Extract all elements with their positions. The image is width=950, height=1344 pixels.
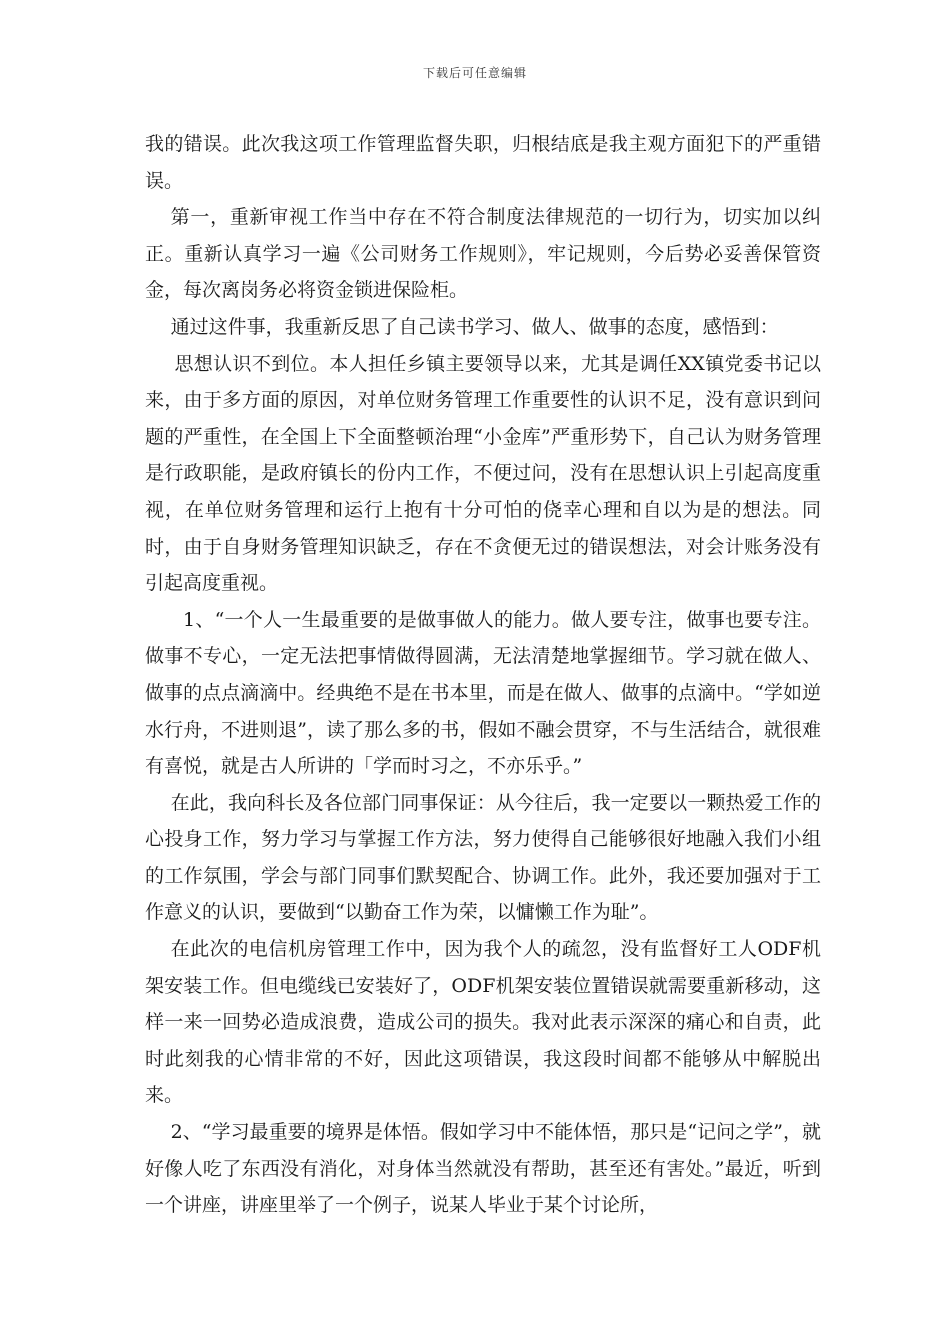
page-header: 下载后可任意编辑 <box>422 66 527 80</box>
paragraph-3: 通过这件事，我重新反思了自己读书学习、做人、做事的态度，感悟到： <box>170 315 779 338</box>
paragraph-7: 在此次的电信机房管理工作中，因为我个人的疏忽，没有监督好工人ODF机架安装工作。但电缆线已安装好了，ODF机架安装位置错误就需要重新移动，这样一来一回势必造成浪费，造成公司的损失。我对此表示深深的痛心和自责，此时此刻我的心情非常的不好，因此这项错误，我这段时间都不能够从中解脱出来。 <box>145 938 821 1107</box>
document-body <box>145 126 821 1224</box>
paragraph-5: 1、“一个人一生最重要的是做事做人的能力。做人要专注，做事也要专注。做事不专心，一定无法把事情做得圆满，无法清楚地掌握细节。学习就在做人、做事的点点滴滴中。经典绝不是在书本里，而是在做人、做事的点滴中。“学如逆水行舟，不进则退”，读了那么多的书，假如不融会贯穿，不与生活结合，就很难有喜悦，就是古人所讲的「学而时习之，不亦乐乎。” <box>145 608 821 778</box>
paragraph-2: 第一，重新审视工作当中存在不符合制度法律规范的一切行为，切实加以纠正。重新认真学习一遍《公司财务工作规则》，牢记规则，今后势必妥善保管资金，每次离岗务必将资金锁进保险柜。 <box>145 206 821 302</box>
paragraph-8: 2、“学习最重要的境界是体悟。假如学习中不能体悟，那只是“记问之学”，就好像人吃了东西没有消化，对身体当然就没有帮助，甚至还有害处。”最近，听到一个讲座，讲座里举了一个例子，说某人毕业于某个讨论所， <box>145 1121 821 1217</box>
paragraph-4: 思想认识不到位。本人担任乡镇主要领导以来，尤其是调任XX镇党委书记以来，由于多方面的原因，对单位财务管理工作重要性的认识不足，没有意识到问题的严重性，在全国上下全面整顿治理“小金库”严重形势下，自己认为财务管理是行政职能，是政府镇长的份内工作，不便过问，没有在思想认识上引起高度重视，在单位财务管理和运行上抱有十分可怕的侥幸心理和自以为是的想法。同时，由于自身财务管理知识缺乏，存在不贪便无过的错误想法，对会计账务没有引起高度重视。 <box>145 352 821 595</box>
paragraph-1: 我的错误。此次我这项工作管理监督失职，归根结底是我主观方面犯下的严重错误。 <box>145 133 821 192</box>
paragraph-6: 在此，我向科长及各位部门同事保证：从今往后，我一定要以一颗热爱工作的心投身工作，努力学习与掌握工作方法，努力使得自己能够很好地融入我们小组的工作氛围，学会与部门同事们默契配合、协调工作。此外，我还要加强对于工作意义的认识，要做到“以勤奋工作为荣，以慵懒工作为耻”。 <box>145 791 821 924</box>
